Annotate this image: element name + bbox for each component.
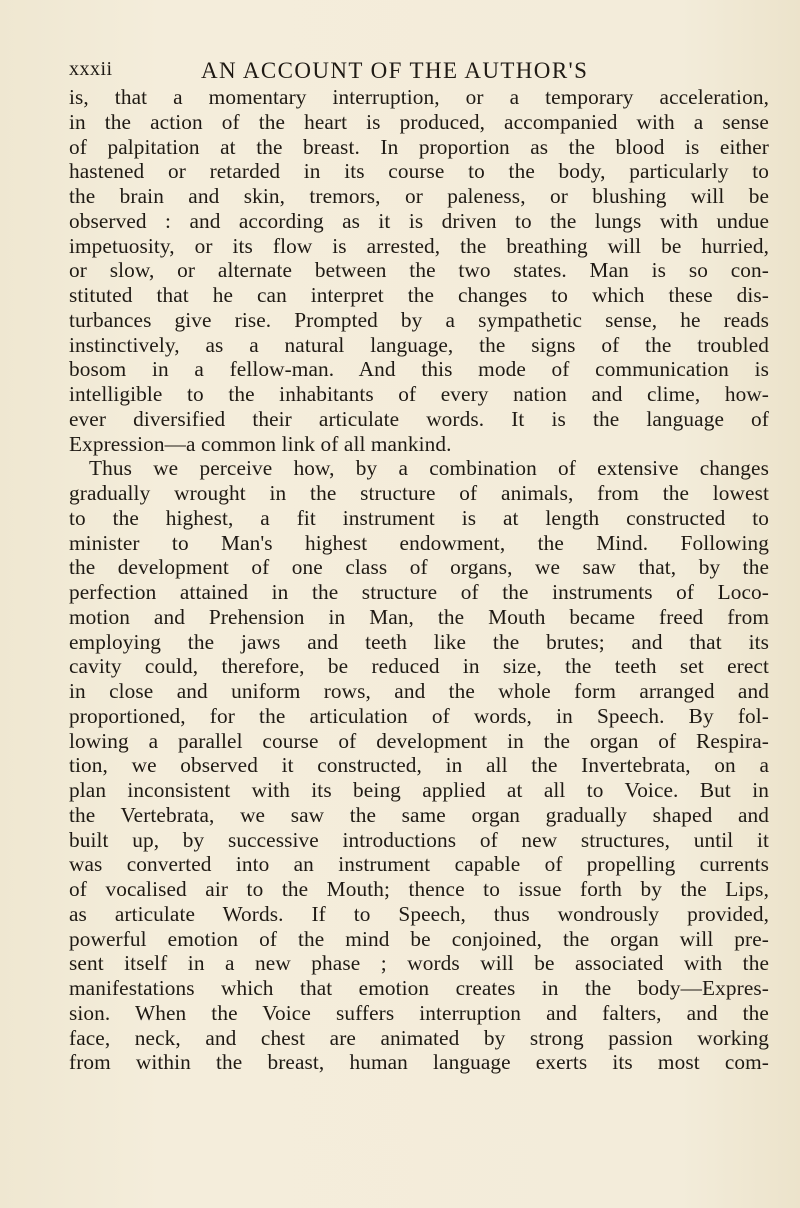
text-line: instinctively, as a natural language, the signs of the troubled xyxy=(69,332,769,357)
text-line: as articulate Words. If to Speech, thus wondrously provided, xyxy=(69,901,769,926)
text-line: bosom in a fellow-man. And this mode of communication is xyxy=(69,357,769,382)
text-line: perfection attained in the structure of the instruments of Loco- xyxy=(69,580,769,604)
text-line: lowing a parallel course of development in the organ of Respira- xyxy=(69,728,769,753)
text-line: the brain and skin, tremors, or paleness, or blushing will be xyxy=(69,184,769,208)
text-line: powerful emotion of the mind be conjoined, the organ will pre- xyxy=(69,926,769,951)
text-line: plan inconsistent with its being applied at all to Voice. But in xyxy=(69,778,769,802)
text-line: employing the jaws and teeth like the brutes; and that its xyxy=(69,629,769,654)
text-line: of palpitation at the breast. In proportion as the blood is either xyxy=(69,134,769,159)
text-line: sion. When the Voice suffers interruption and falters, and the xyxy=(69,1000,769,1025)
text-line: in close and uniform rows, and the whole form arranged and xyxy=(69,679,769,703)
text-line: hastened or retarded in its course to the body, particularly to xyxy=(69,159,769,184)
text-line: tion, we observed it constructed, in all the Invertebrata, on a xyxy=(69,753,769,778)
text-line: was converted into an instrument capable of propelling currents xyxy=(69,852,769,877)
text-line: minister to Man's highest endowment, the Mind. Following xyxy=(69,530,769,555)
text-line: face, neck, and chest are animated by strong passion working xyxy=(69,1025,769,1050)
body-text xyxy=(69,85,769,1075)
text-line: gradually wrought in the structure of animals, from the lowest xyxy=(69,481,769,505)
text-line: is, that a momentary interruption, or a temporary acceleration, xyxy=(69,85,769,109)
page-number: xxxii xyxy=(69,58,113,80)
text-line: manifestations which that emotion creates in the body—Expres- xyxy=(69,976,769,1000)
text-line: turbances give rise. Prompted by a sympathetic sense, he reads xyxy=(69,307,769,332)
text-line: the Vertebrata, we saw the same organ gradually shaped and xyxy=(69,802,769,827)
text-line: built up, by successive introductions of new structures, until it xyxy=(69,827,769,852)
text-line: impetuosity, or its flow is arrested, the breathing will be hurried, xyxy=(69,233,769,258)
text-line: in the action of the heart is produced, accompanied with a sense xyxy=(69,109,769,134)
text-line: intelligible to the inhabitants of every nation and clime, how- xyxy=(69,382,769,406)
text-line: to the highest, a fit instrument is at length constructed to xyxy=(69,505,769,530)
text-line: observed : and according as it is driven to the lungs with undue xyxy=(69,208,769,233)
text-line: of vocalised air to the Mouth; thence to issue forth by the Lips, xyxy=(69,877,769,901)
text-line: the development of one class of organs, we saw that, by the xyxy=(69,555,769,580)
text-line: stituted that he can interpret the changes to which these dis- xyxy=(69,283,769,307)
paragraph-start-line: Thus we perceive how, by a combination of extensive changes xyxy=(89,456,769,481)
text-line: cavity could, therefore, be reduced in size, the teeth set erect xyxy=(69,654,769,679)
text-line: from within the breast, human language exerts its most com- xyxy=(69,1050,769,1075)
running-title: AN ACCOUNT OF THE AUTHOR'S xyxy=(201,58,589,83)
text-line: ever diversified their articulate words. It is the language of xyxy=(69,406,769,431)
text-line: motion and Prehension in Man, the Mouth became freed from xyxy=(69,604,769,629)
paragraph-end-line: Expression—a common link of all mankind. xyxy=(69,431,452,456)
text-line: proportioned, for the articulation of words, in Speech. By fol- xyxy=(69,703,769,728)
text-line: sent itself in a new phase ; words will be associated with the xyxy=(69,951,769,976)
text-line: or slow, or alternate between the two states. Man is so con- xyxy=(69,258,769,283)
